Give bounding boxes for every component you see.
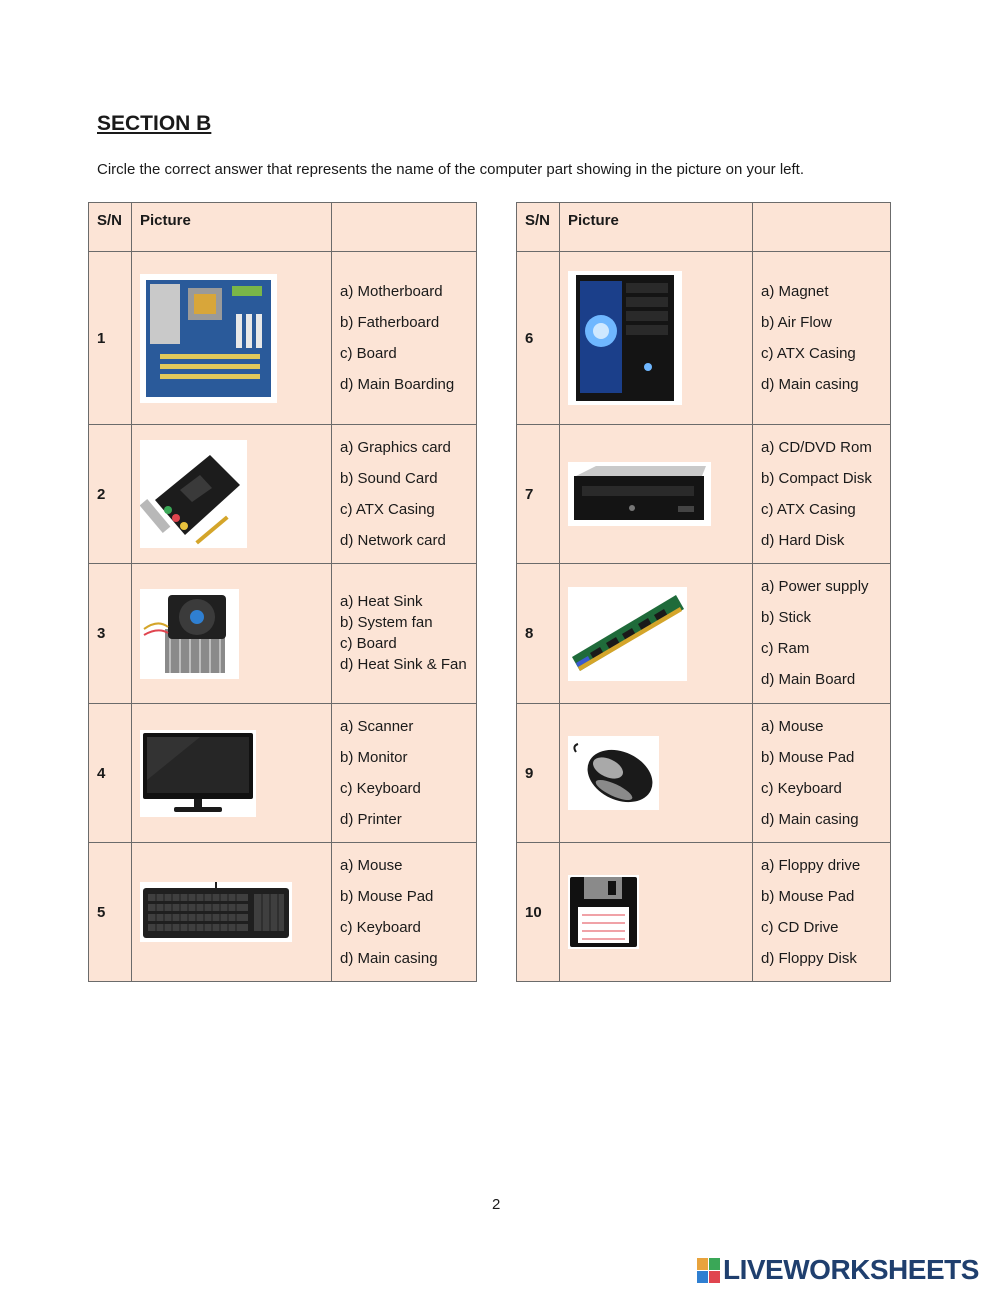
answer-option[interactable]: b) Sound Card (340, 469, 438, 487)
options-list (761, 438, 890, 551)
brand-logo (697, 1254, 979, 1286)
answer-option[interactable]: b) Mouse Pad (761, 887, 855, 905)
picture-header: Picture (560, 203, 753, 252)
answer-option[interactable]: b) Stick (761, 609, 812, 626)
answer-option[interactable]: c) ATX Casing (761, 500, 856, 518)
options-header (753, 203, 891, 252)
options-cell (753, 564, 891, 704)
section-title: SECTION B (97, 112, 212, 135)
floppy-disk-image (568, 875, 639, 949)
answer-option[interactable]: b) Mouse Pad (761, 748, 855, 766)
brand-mark-square (697, 1258, 708, 1270)
cd-dvd-rom-image (568, 462, 711, 526)
options-cell (332, 704, 477, 843)
picture-cell (560, 564, 753, 704)
answer-option[interactable]: c) Keyboard (340, 779, 421, 797)
options-cell (753, 425, 891, 564)
question-row-4 (89, 704, 477, 843)
brand-mark-square (709, 1271, 720, 1283)
answer-option[interactable]: c) Keyboard (761, 779, 842, 797)
options-list (761, 282, 890, 395)
options-cell (753, 843, 891, 982)
answer-option[interactable]: a) Mouse (761, 717, 824, 735)
question-number: 6 (517, 252, 560, 425)
left-question-table (88, 202, 477, 982)
question-row-10 (517, 843, 891, 982)
options-cell (332, 252, 477, 425)
ram-image (568, 587, 687, 681)
answer-option[interactable]: a) Heat Sink (340, 593, 423, 610)
instructions: Circle the correct answer that represents the name of the computer part showing in the picture on your left. (97, 161, 805, 178)
options-list (340, 592, 476, 675)
answer-option[interactable]: b) Mouse Pad (340, 887, 434, 905)
answer-option[interactable]: b) System fan (340, 614, 433, 631)
picture-cell (560, 843, 753, 982)
question-row-5 (89, 843, 477, 982)
answer-option[interactable]: b) Fatherboard (340, 313, 440, 331)
question-row-8 (517, 564, 891, 704)
question-row-7 (517, 425, 891, 564)
answer-option[interactable]: c) Board (340, 635, 397, 652)
answer-option[interactable]: d) Hard Disk (761, 531, 845, 549)
answer-option[interactable]: b) Air Flow (761, 313, 832, 331)
sound-card-image (140, 440, 247, 548)
answer-option[interactable]: d) Main Boarding (340, 375, 455, 393)
brand-mark-icon (697, 1258, 720, 1283)
question-row-2 (89, 425, 477, 564)
options-list (340, 282, 476, 395)
question-row-9 (517, 704, 891, 843)
answer-option[interactable]: c) Keyboard (340, 918, 421, 936)
answer-option[interactable]: c) ATX Casing (340, 500, 435, 518)
picture-cell (132, 252, 332, 425)
answer-option[interactable]: d) Heat Sink & Fan (340, 656, 467, 673)
answer-option[interactable]: a) CD/DVD Rom (761, 438, 872, 456)
picture-cell (132, 843, 332, 982)
answer-option[interactable]: c) ATX Casing (761, 344, 856, 362)
page-number: 2 (492, 1196, 501, 1213)
picture-cell (132, 564, 332, 704)
answer-option[interactable]: d) Main Board (761, 671, 856, 688)
heat-sink-fan-image (140, 589, 239, 679)
options-cell (753, 252, 891, 425)
answer-option[interactable]: d) Network card (340, 531, 446, 549)
brand-name: LIVEWORKSHEETS (723, 1254, 979, 1285)
options-cell (332, 843, 477, 982)
question-number: 1 (89, 252, 132, 425)
question-number: 9 (517, 704, 560, 843)
options-list (761, 717, 890, 830)
answer-option[interactable]: c) CD Drive (761, 918, 839, 936)
question-number: 5 (89, 843, 132, 982)
answer-option[interactable]: d) Floppy Disk (761, 949, 857, 967)
question-number: 7 (517, 425, 560, 564)
answer-option[interactable]: a) Power supply (761, 578, 869, 595)
question-row-3 (89, 564, 477, 704)
answer-option[interactable]: d) Main casing (761, 375, 859, 393)
question-row-6 (517, 252, 891, 425)
motherboard-image (140, 274, 277, 403)
options-list (761, 856, 890, 969)
answer-option[interactable]: d) Printer (340, 810, 402, 828)
options-list (340, 856, 476, 969)
picture-cell (560, 704, 753, 843)
table-header-row (517, 203, 891, 252)
keyboard-image (140, 882, 292, 942)
picture-cell (560, 252, 753, 425)
options-cell (753, 704, 891, 843)
options-header (332, 203, 477, 252)
answer-option[interactable]: b) Compact Disk (761, 469, 872, 487)
answer-option[interactable]: c) Ram (761, 640, 810, 657)
question-number: 3 (89, 564, 132, 704)
picture-cell (132, 704, 332, 843)
sn-header: S/N (89, 203, 132, 252)
sn-header: S/N (517, 203, 560, 252)
answer-option[interactable]: d) Main casing (761, 810, 859, 828)
options-list (340, 717, 476, 830)
mouse-image (568, 736, 659, 810)
answer-option[interactable]: a) Scanner (340, 717, 414, 735)
atx-casing-image (568, 271, 682, 405)
picture-cell (132, 425, 332, 564)
answer-option[interactable]: d) Main casing (340, 949, 438, 967)
answer-option[interactable]: a) Magnet (761, 282, 829, 300)
brand-mark-square (697, 1271, 708, 1283)
question-number: 8 (517, 564, 560, 704)
right-question-table (516, 202, 891, 982)
answer-option[interactable]: a) Graphics card (340, 438, 451, 456)
question-row-1 (89, 252, 477, 425)
question-number: 4 (89, 704, 132, 843)
answer-option[interactable]: b) Monitor (340, 748, 408, 766)
answer-option[interactable]: c) Board (340, 344, 397, 362)
answer-option[interactable]: a) Motherboard (340, 282, 443, 300)
question-number: 10 (517, 843, 560, 982)
options-list (761, 577, 890, 690)
options-cell (332, 425, 477, 564)
table-header-row (89, 203, 477, 252)
answer-option[interactable]: a) Floppy drive (761, 856, 861, 874)
options-list (340, 438, 476, 551)
question-number: 2 (89, 425, 132, 564)
picture-header: Picture (132, 203, 332, 252)
answer-option[interactable]: a) Mouse (340, 856, 403, 874)
monitor-image (140, 730, 256, 817)
brand-mark-square (709, 1258, 720, 1270)
picture-cell (560, 425, 753, 564)
options-cell (332, 564, 477, 704)
